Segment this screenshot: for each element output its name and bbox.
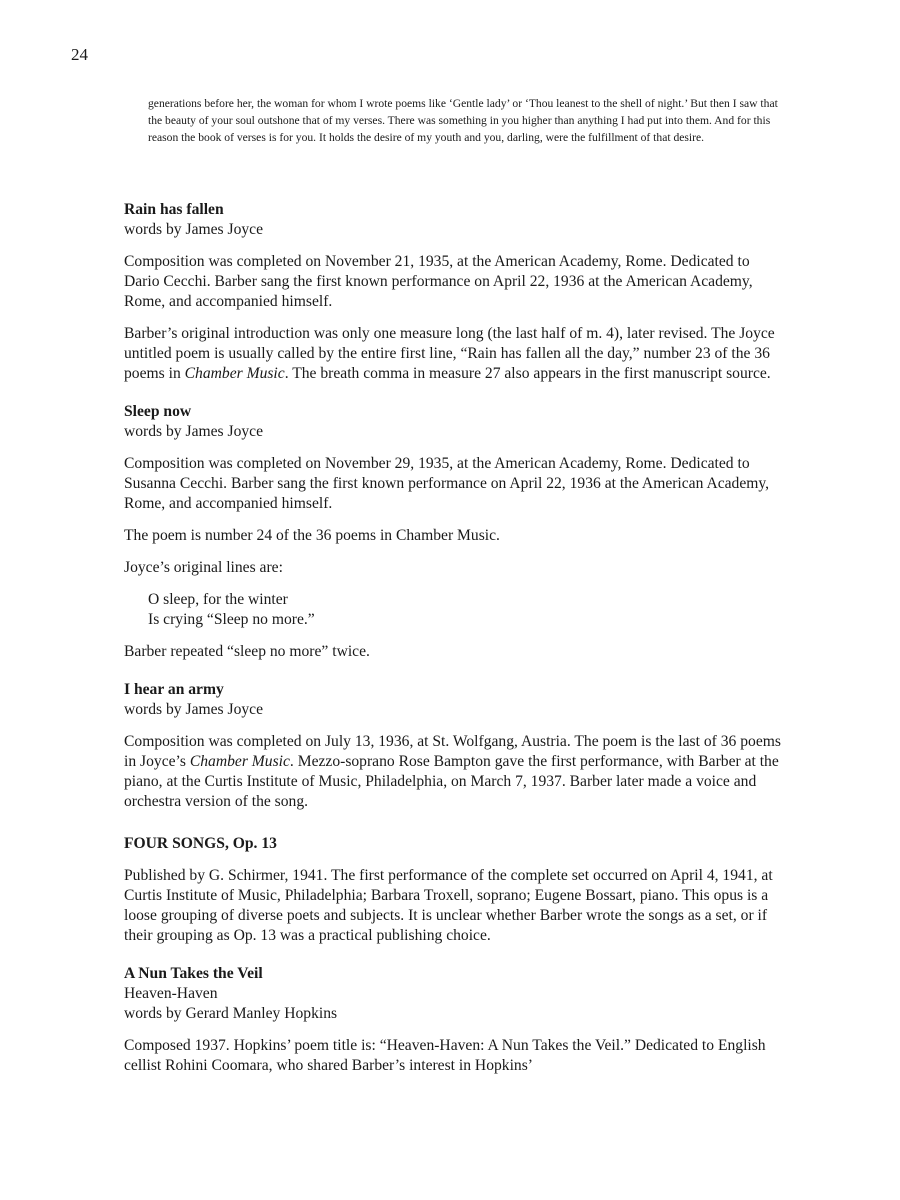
paragraph-text: Composition was completed on July 13, 1936, at St. Wolfgang, Austria. The poem is the last of 36 poems in Joyce’s — [124, 733, 781, 770]
section-words: words by Gerard Manley Hopkins — [124, 1005, 338, 1022]
section-title: Sleep now — [124, 403, 192, 420]
paragraph: Composition was completed on November 29, 1935, at the American Academy, Rome. Dedicated to Susanna Cecchi. Barber sang the first known performance on April 22, 1936 at the American Academy, Rome, and accompanied himself. — [124, 455, 770, 512]
paragraph — [124, 324, 784, 384]
paragraph-text: . Mezzo-soprano Rose Bampton gave the first performance, with Barber at the piano, at the Curtis Institute of Music, Philadelphia, on March 7, 1937. Barber later made a voice and orchestra version of the song. — [124, 753, 779, 810]
section-a-nun-takes-the-veil — [124, 964, 784, 1076]
paragraph: Published by G. Schirmer, 1941. The first performance of the complete set occurred on April 4, 1941, at Curtis Institute of Music, Philadelphia; Barbara Troxell, soprano; Eugene Bossart, piano. This opus is a loose grouping of diverse poets and subjects. It is unclear whether Barber wrote the songs as a set, or if their grouping as Op. 13 was a practical publishing choice. — [124, 867, 773, 944]
section-i-hear-an-army — [124, 680, 784, 812]
italic-title: Chamber Music — [184, 365, 285, 382]
paragraph: Composed 1937. Hopkins’ poem title is: “Heaven-Haven: A Nun Takes the Veil.” Dedicated to English cellist Rohini Coomara, who shared Barber’s interest in Hopkins’ — [124, 1037, 766, 1074]
page-number: 24 — [71, 45, 88, 64]
verse-line: O sleep, for the winter — [148, 591, 288, 608]
paragraph — [124, 732, 784, 812]
paragraph: Barber repeated “sleep no more” twice. — [124, 643, 370, 660]
verse-line: Is crying “Sleep no more.” — [148, 611, 315, 628]
section-words: words by James Joyce — [124, 701, 264, 718]
section-words: words by James Joyce — [124, 221, 264, 238]
section-title: FOUR SONGS, Op. 13 — [124, 835, 277, 852]
italic-title: Chamber Music — [189, 753, 290, 770]
quote-block: generations before her, the woman for whom I wrote poems like ‘Gentle lady’ or ‘Thou leanest to the shell of night.’ But then I saw that the beauty of your soul outshone that of my verses. There was something in you higher than anything I had put into them. And for this reason the book of verses is for you. It holds the desire of my youth and you, darling, were the fulfillment of that desire. — [148, 97, 778, 144]
section-subtitle: Heaven-Haven — [124, 985, 218, 1002]
section-four-songs-op13 — [124, 834, 784, 946]
section-title: I hear an army — [124, 681, 224, 698]
section-rain-has-fallen — [124, 200, 784, 384]
section-words: words by James Joyce — [124, 423, 264, 440]
paragraph: Joyce’s original lines are: — [124, 559, 283, 576]
paragraph: Composition was completed on November 21, 1935, at the American Academy, Rome. Dedicated to Dario Cecchi. Barber sang the first known performance on April 22, 1936 at the American Academy, Rome, and accompanied himself. — [124, 253, 753, 310]
paragraph-text: Barber’s original introduction was only one measure long (the last half of m. 4), later revised. The Joyce untitled poem is usually called by the entire first line, “Rain has fallen all the day,” number 23 of the 36 poems in — [124, 325, 775, 382]
main-content — [124, 200, 784, 1076]
section-sleep-now — [124, 402, 784, 662]
section-title: Rain has fallen — [124, 201, 224, 218]
section-title: A Nun Takes the Veil — [124, 965, 263, 982]
paragraph-text: . The breath comma in measure 27 also appears in the first manuscript source. — [284, 365, 771, 382]
verse-block — [148, 590, 784, 630]
paragraph: The poem is number 24 of the 36 poems in Chamber Music. — [124, 527, 500, 544]
